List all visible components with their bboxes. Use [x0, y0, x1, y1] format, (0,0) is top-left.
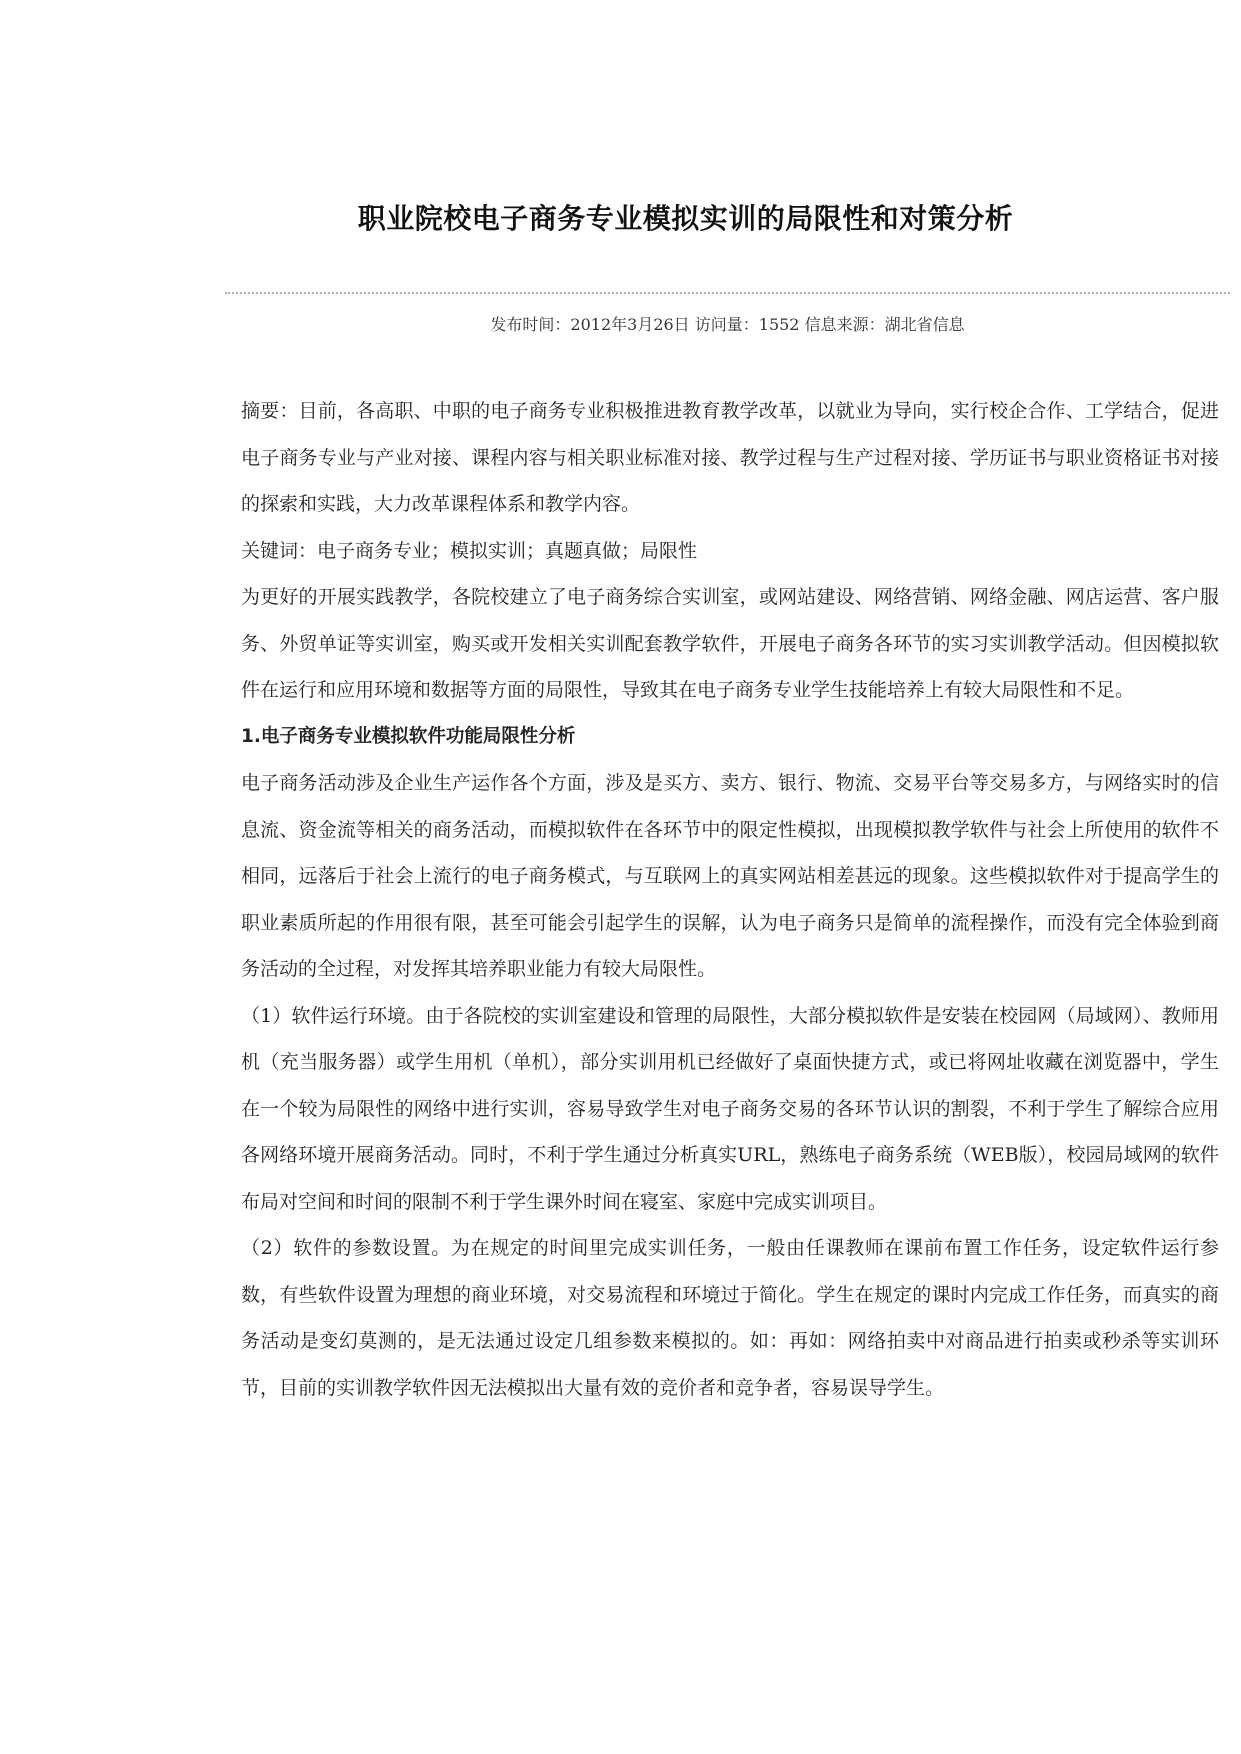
- keywords-line: 关键词：电子商务专业；模拟实训；真题真做；局限性: [241, 539, 698, 562]
- intro-paragraph: 为更好的开展实践教学，各院校建立了电子商务综合实训室，或网站建设、网络营销、网络金融、网店运营、客户服务、外贸单证等实训室，购买或开发相关实训配套教学软件，开展电子商务各环节的实习实训教学活动。但因模拟软件在运行和应用环境和数据等方面的局限性，导致其在电子商务专业学生技能培养上有较大局限性和不足。: [241, 586, 1219, 701]
- abstract-paragraph: 摘要：目前，各高职、中职的电子商务专业积极推进教育教学改革，以就业为导向，实行校企合作、工学结合，促进电子商务专业与产业对接、课程内容与相关职业标准对接、教学过程与生产过程对接、学历证书与职业资格证书对接的探索和实践，大力改革课程体系和教学内容。: [241, 400, 1219, 515]
- section-paragraph: 电子商务活动涉及企业生产运作各个方面，涉及是买方、卖方、银行、物流、交易平台等交易多方，与网络实时的信息流、资金流等相关的商务活动，而模拟软件在各环节中的限定性模拟，出现模拟教学软件与社会上所使用的软件不相同，远落后于社会上流行的电子商务模式，与互联网上的真实网站相差甚远的现象。这些模拟软件对于提高学生的职业素质所起的作用很有限，甚至可能会引起学生的误解，认为电子商务只是简单的流程操作，而没有完全体验到商务活动的全过程，对发挥其培养职业能力有较大局限性。: [241, 772, 1219, 980]
- item-paragraph-2: （2）软件的参数设置。为在规定的时间里完成实训任务，一般由任课教师在课前布置工作任务，设定软件运行参数，有些软件设置为理想的商业环境，对交易流程和环境过于简化。学生在规定的课时内完成工作任务，而真实的商务活动是变幻莫测的，是无法通过设定几组参数来模拟的。如：再如：网络拍卖中对商品进行拍卖或秒杀等实训环节，目前的实训教学软件因无法模拟出大量有效的竞价者和竞争者，容易误导学生。: [241, 1237, 1219, 1399]
- article-title: 职业院校电子商务专业模拟实训的局限性和对策分析: [357, 201, 1014, 235]
- item-paragraph-1: （1）软件运行环境。由于各院校的实训室建设和管理的局限性，大部分模拟软件是安装在校园网（局域网）、教师用机（充当服务器）或学生用机（单机），部分实训用机已经做好了桌面快捷方式，或已将网址收藏在浏览器中，学生在一个较为局限性的网络中进行实训，容易导致学生对电子商务交易的各环节认识的割裂，不利于学生了解综合应用各网络环境开展商务活动。同时，不利于学生通过分析真实URL，熟练电子商务系统（WEB版），校园局域网的软件布局对空间和时间的限制不利于学生课外时间在寝室、家庭中完成实训项目。: [241, 1004, 1219, 1213]
- article-body: [241, 388, 1219, 1411]
- section-heading: 1.电子商务专业模拟软件功能局限性分析: [241, 725, 576, 747]
- dotted-divider: [225, 292, 1230, 294]
- article-meta: 发布时间：2012年3月26日 访问量：1552 信息来源：湖北省信息: [490, 315, 965, 334]
